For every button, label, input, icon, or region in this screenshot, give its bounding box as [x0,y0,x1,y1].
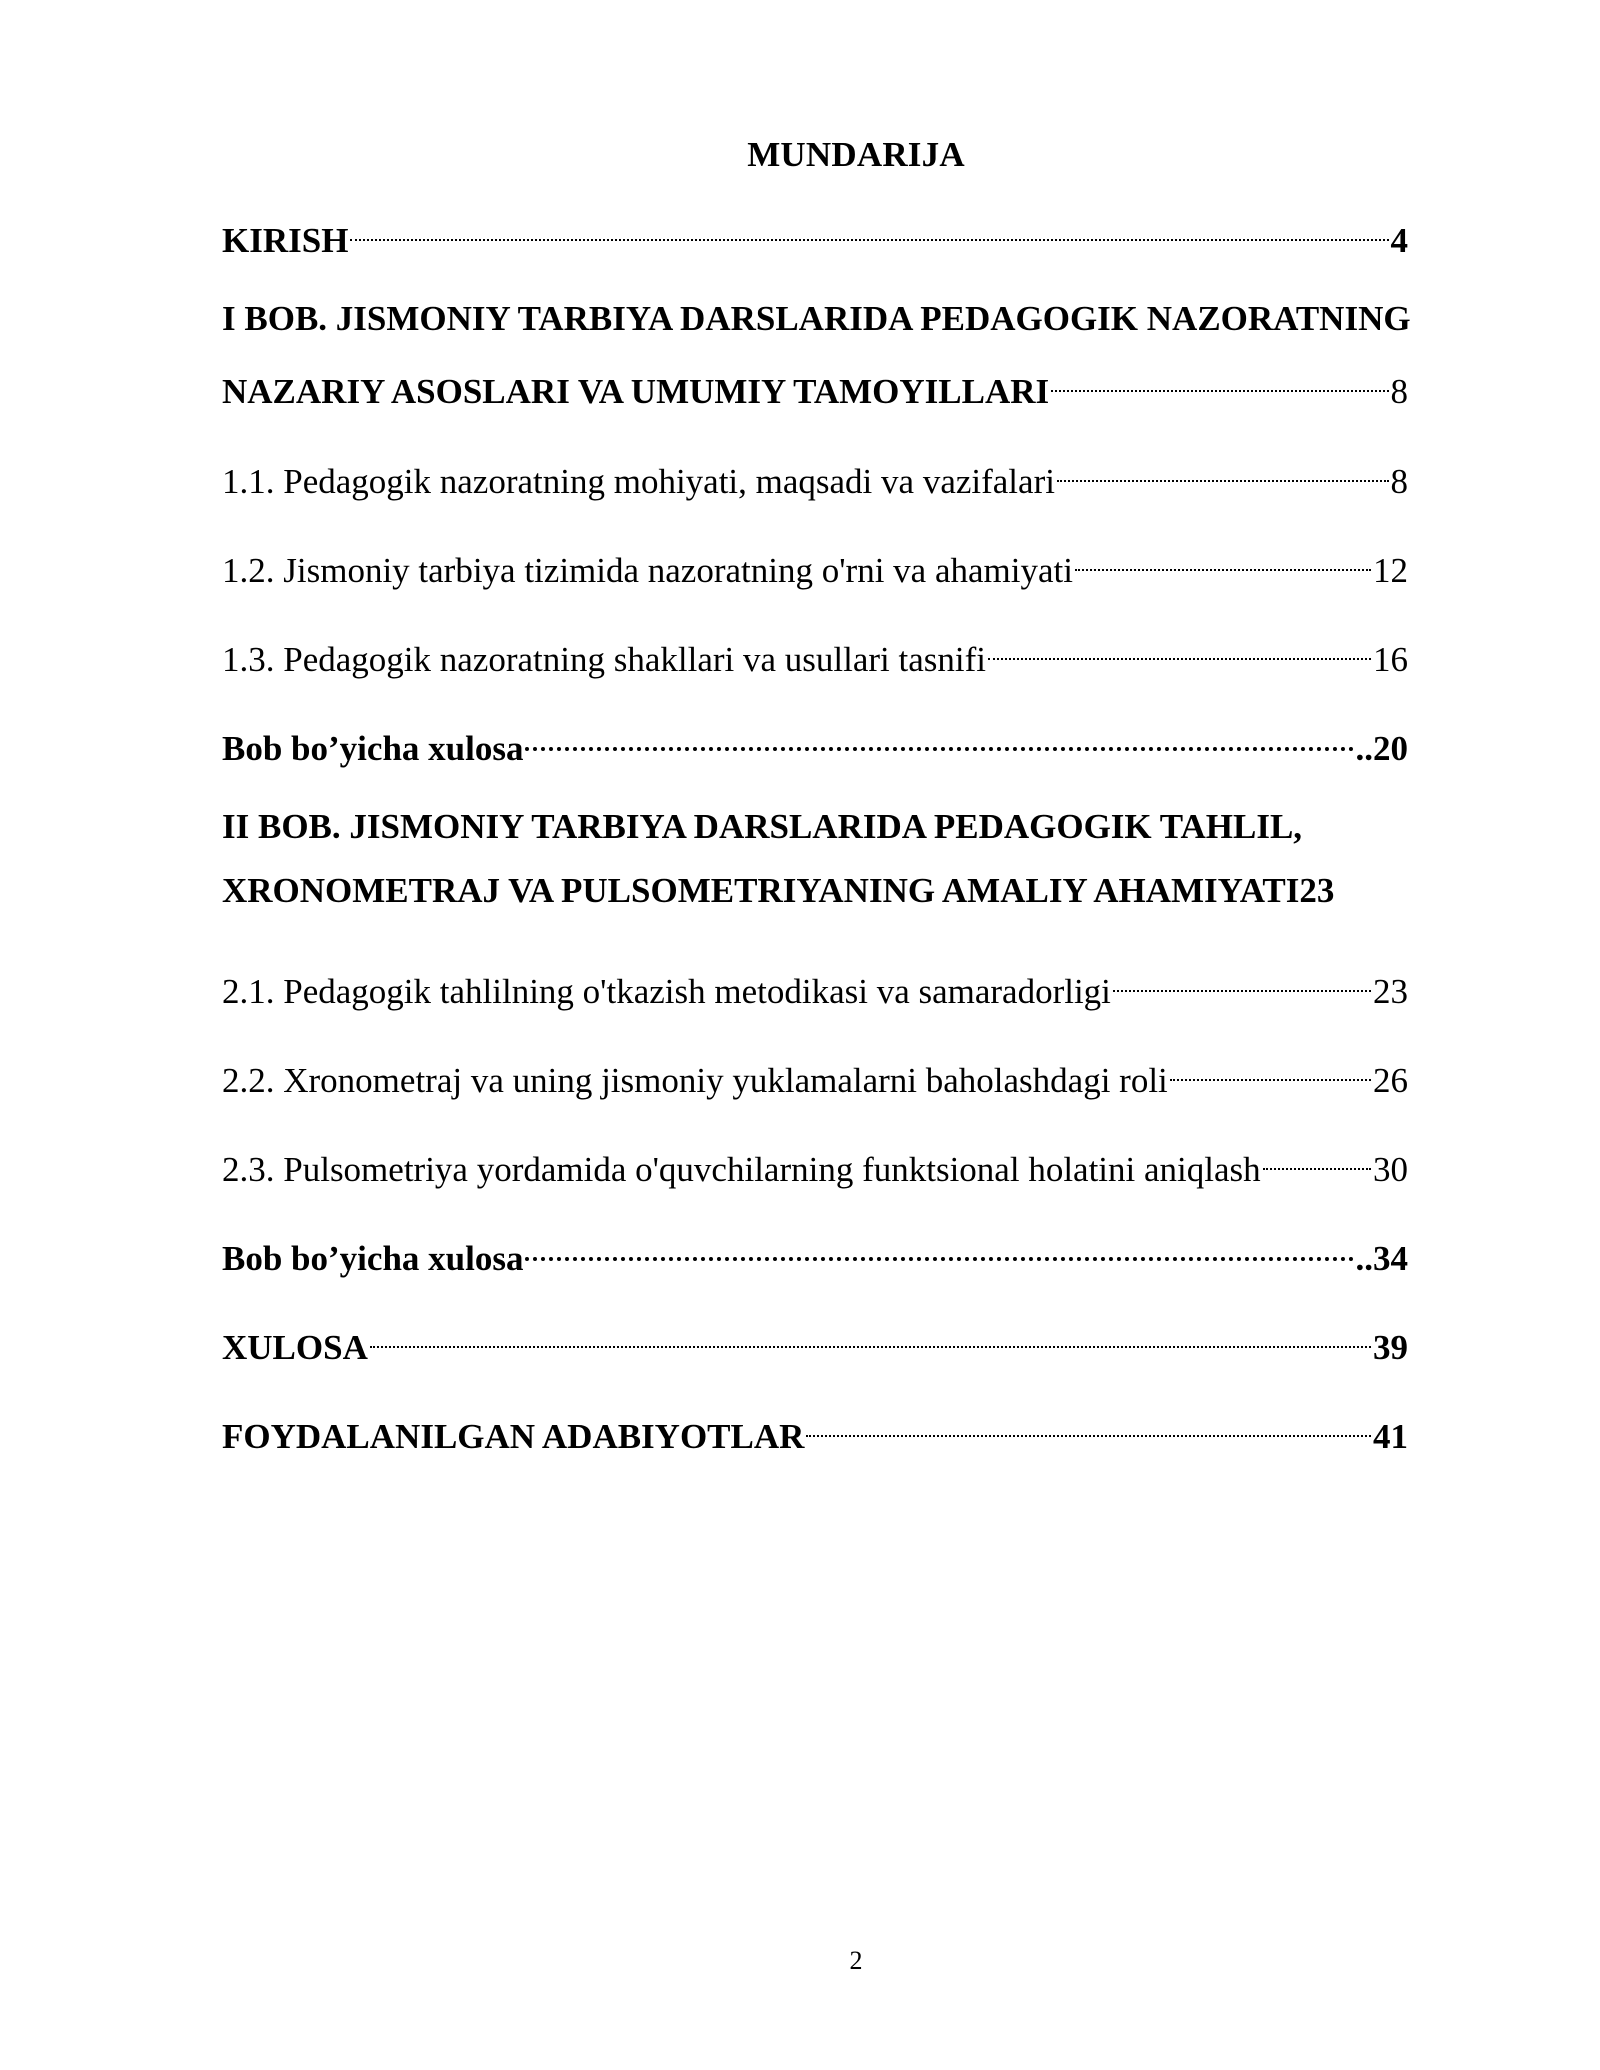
toc-entry-chapter-2[interactable] [222,805,1408,913]
toc-entry-page: 26 [1373,1061,1408,1100]
toc-entry-section-1-3[interactable] [222,627,1408,682]
toc-entry-page: 4 [1390,221,1408,260]
toc-entry-page: ..20 [1355,729,1408,768]
toc-entry-page: 23 [1299,871,1335,910]
toc-entry-text: 1.3. Pedagogik nazoratning shakllari va usullari tasnifi [222,640,986,679]
toc-entry-text: XRONOMETRAJ VA PULSOMETRIYANING AMALIY AHAMIYATI [222,871,1300,910]
toc-entry-section-2-2[interactable] [222,1048,1408,1103]
dot-leader [1261,1137,1373,1181]
toc-entry-text: NAZARIY ASOSLARI VA UMUMIY TAMOYILLARI [222,372,1050,411]
dot-leader [1073,538,1373,582]
dot-leader [368,1315,1373,1359]
dot-leader [986,627,1373,671]
dot-leader [1049,359,1390,403]
dot-leader [1168,1048,1373,1092]
dot-leader [804,1404,1373,1448]
toc-entry-text: XULOSA [222,1328,368,1367]
toc-entry-text: 2.3. Pulsometriya yordamida o'quvchilarning funktsional holatini aniqlash [222,1150,1261,1189]
toc-entry-page: 8 [1390,462,1408,501]
toc-entry-kirish[interactable] [222,208,1408,263]
toc-entry-section-2-1[interactable] [222,959,1408,1014]
toc-entry-text: 1.2. Jismoniy tarbiya tizimida nazoratning o'rni va ahamiyati [222,551,1073,590]
toc-entry-text: 2.2. Xronometraj va uning jismoniy yuklamalarni baholashdagi roli [222,1061,1168,1100]
dot-leader [1055,449,1391,493]
toc-entry-chapter-1[interactable] [222,297,1411,414]
toc-entry-page: 23 [1373,972,1408,1011]
toc-entry-text: 1.1. Pedagogik nazoratning mohiyati, maqsadi va vazifalari [222,462,1055,501]
toc-entry-text: Bob bo’yicha xulosa [222,1239,524,1278]
dot-leader [1111,959,1373,1003]
toc-entry-text: FOYDALANILGAN ADABIYOTLAR [222,1417,805,1456]
toc-entry-section-1-1[interactable] [222,449,1408,504]
toc-entry-page: 8 [1390,372,1408,411]
toc-entry-section-2-3[interactable] [222,1137,1408,1192]
page-number: 2 [849,1946,863,1975]
dot-leader [523,1226,1355,1270]
toc-entry-section-1-2[interactable] [222,538,1408,593]
toc-entry-text: 2.1. Pedagogik tahlilning o'tkazish metodikasi va samaradorligi [222,972,1111,1011]
toc-entry-text: KIRISH [222,221,349,260]
toc-entry-text: Bob bo’yicha xulosa [222,729,524,768]
dot-leader [523,716,1355,760]
toc-entry-page: 16 [1373,640,1408,679]
toc-entry-page: 41 [1373,1417,1408,1456]
toc-title: MUNDARIJA [747,135,965,174]
toc-entry-chapter-1-summary[interactable] [222,716,1408,771]
toc-entry-references[interactable] [222,1404,1408,1459]
toc-entry-text-line1: II BOB. JISMONIY TARBIYA DARSLARIDA PEDAGOGIK TAHLIL, [222,807,1303,846]
toc-entry-page: 30 [1373,1150,1408,1189]
toc-entry-page: 39 [1373,1328,1408,1367]
toc-entry-page: ..34 [1355,1239,1408,1278]
toc-entry-text-line1: I BOB. JISMONIY TARBIYA DARSLARIDA PEDAGOGIK NAZORATNING [222,299,1411,338]
toc-entry-chapter-2-summary[interactable] [222,1226,1408,1281]
toc-entry-conclusion[interactable] [222,1315,1408,1370]
dot-leader [348,208,1390,252]
toc-entry-page: 12 [1373,551,1408,590]
